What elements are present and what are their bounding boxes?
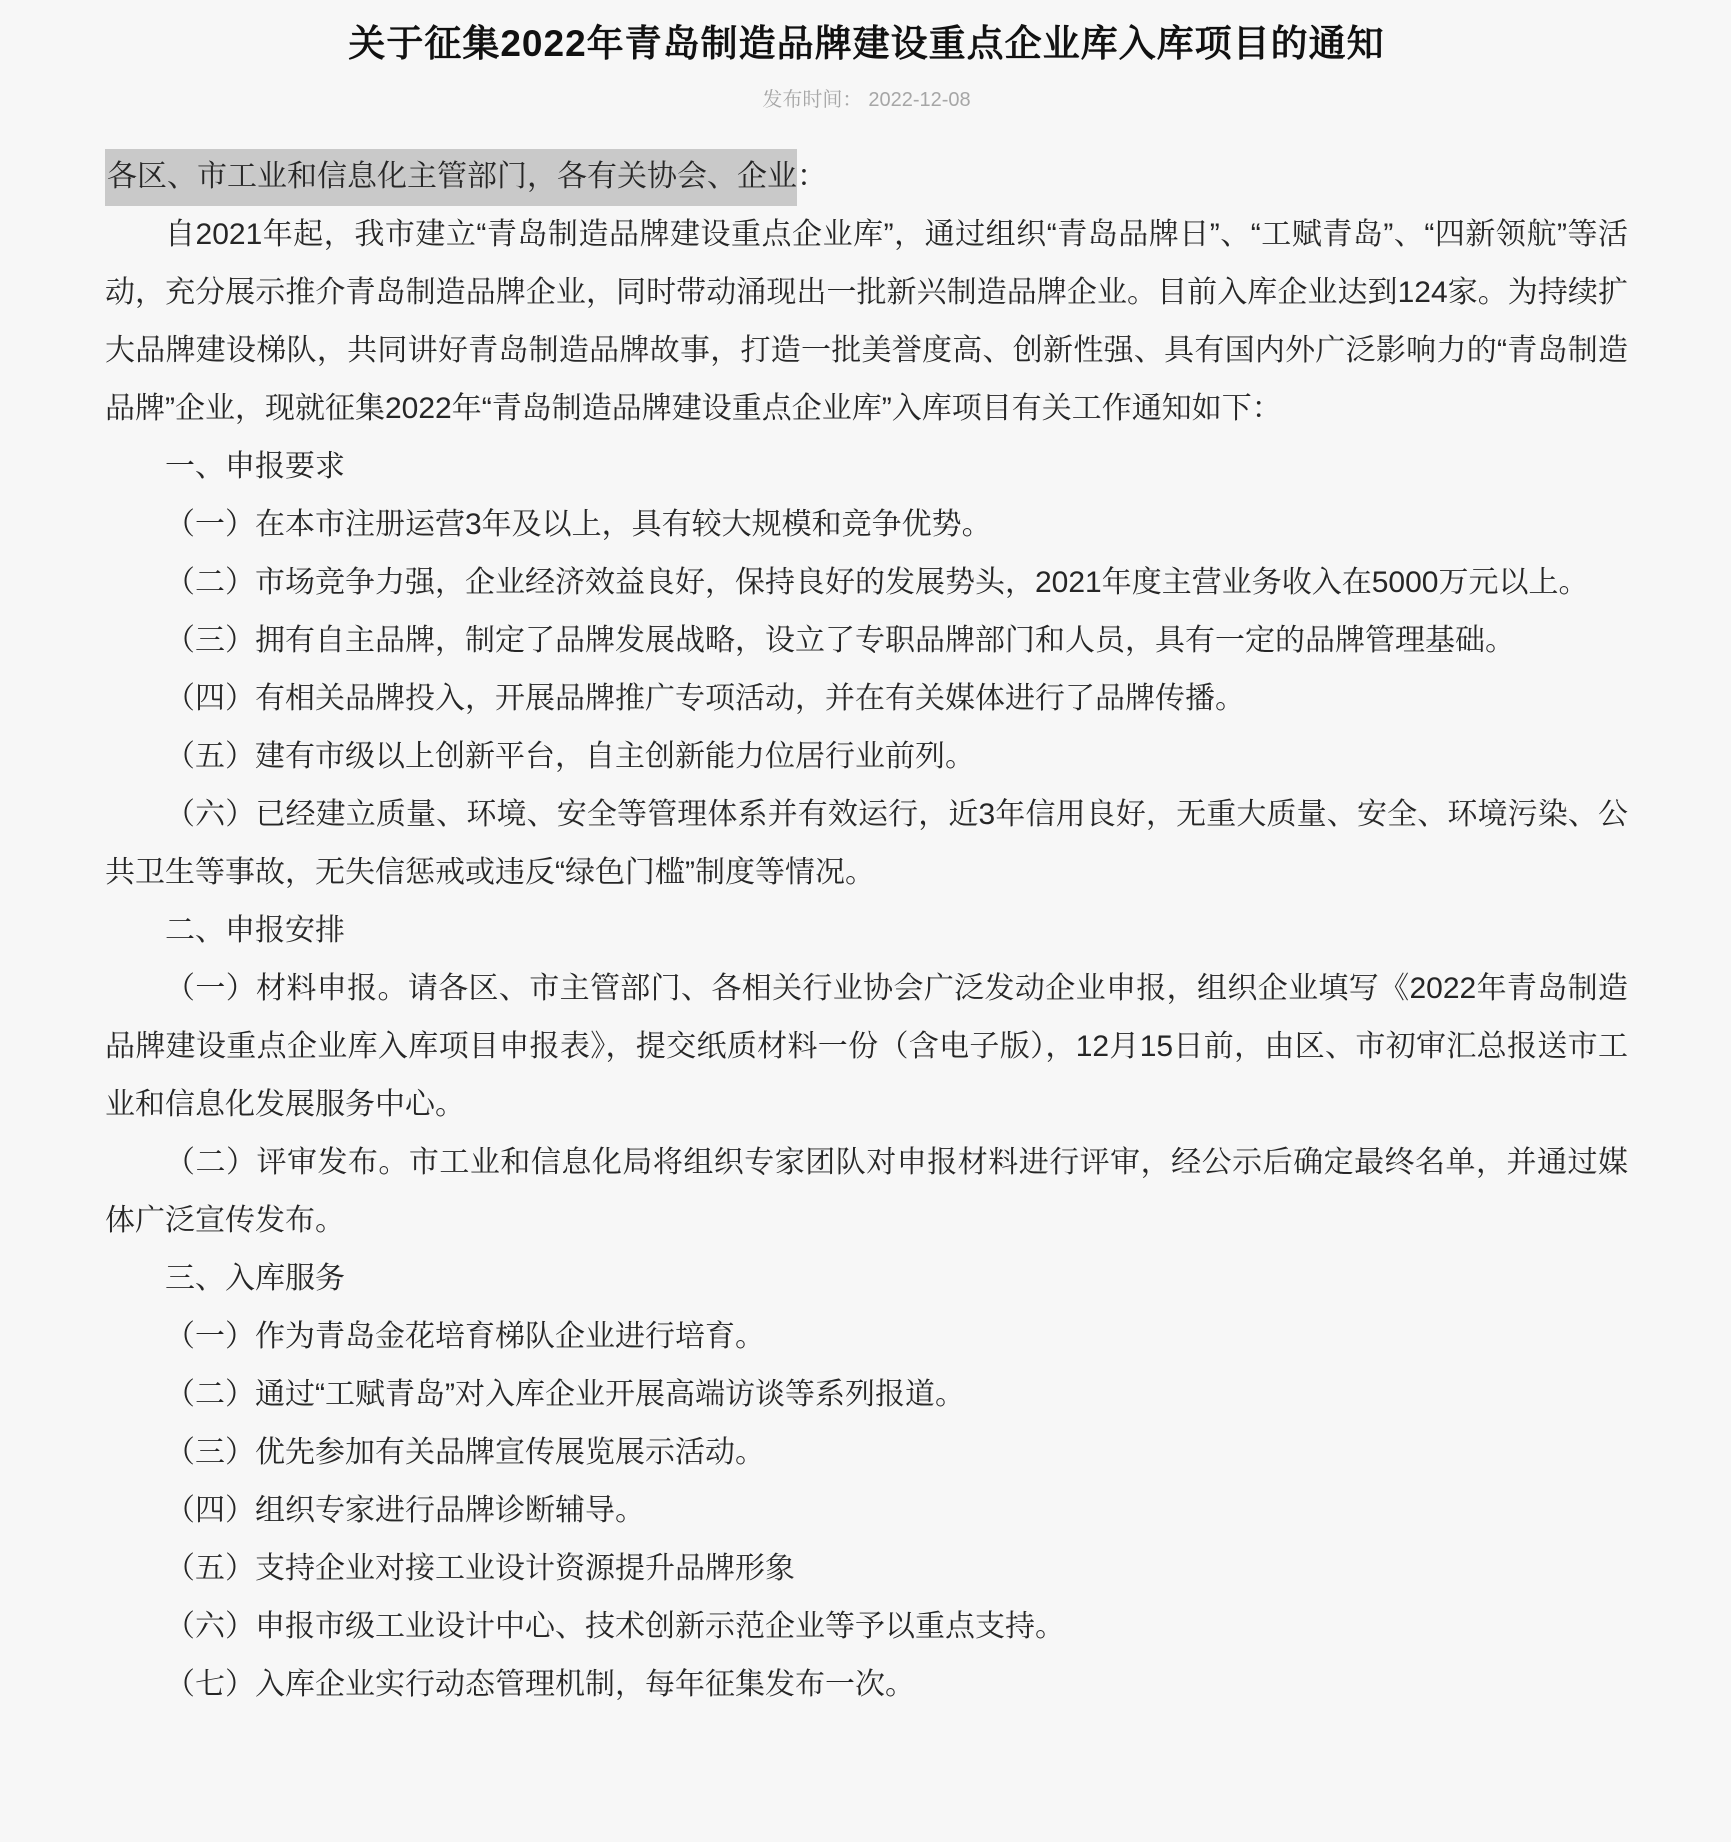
- document-body: [105, 148, 1628, 1714]
- section-heading: 二、申报安排: [165, 914, 345, 947]
- paragraph: （二）通过“工赋青岛”对入库企业开展高端访谈等系列报道。: [165, 1378, 965, 1411]
- paragraph: （三）拥有自主品牌，制定了品牌发展战略，设立了专职品牌部门和人员，具有一定的品牌管理基础。: [165, 624, 1515, 657]
- paragraph: （七）入库企业实行动态管理机制，每年征集发布一次。: [165, 1668, 915, 1701]
- publish-time-line: [105, 88, 1628, 112]
- salutation-line: [105, 148, 1628, 206]
- paragraph: （四）有相关品牌投入，开展品牌推广专项活动，并在有关媒体进行了品牌传播。: [165, 682, 1245, 715]
- paragraph: （一）材料申报。请各区、市主管部门、各相关行业协会广泛发动企业申报，组织企业填写《2022年青岛制造品牌建设重点企业库入库项目申报表》，提交纸质材料一份（含电子版），12月15日前，由区、市初审汇总报送市工业和信息化发展服务中心。: [105, 972, 1628, 1121]
- page-title: 关于征集2022年青岛制造品牌建设重点企业库入库项目的通知: [348, 23, 1385, 64]
- paragraph: （四）组织专家进行品牌诊断辅导。: [165, 1494, 645, 1527]
- paragraph: （一）在本市注册运营3年及以上，具有较大规模和竞争优势。: [165, 508, 992, 541]
- publish-time-label: 发布时间：: [762, 89, 863, 111]
- paragraph: （六）已经建立质量、环境、安全等管理体系并有效运行，近3年信用良好，无重大质量、安全、环境污染、公共卫生等事故，无失信惩戒或违反“绿色门槛”制度等情况。: [105, 798, 1628, 889]
- paragraph: （二）评审发布。市工业和信息化局将组织专家团队对申报材料进行评审，经公示后确定最终名单，并通过媒体广泛宣传发布。: [105, 1146, 1628, 1237]
- selected-salutation-text: 各区、市工业和信息化主管部门，各有关协会、企业: [105, 149, 797, 206]
- salutation-colon: ：: [797, 160, 827, 193]
- paragraph: 自2021年起，我市建立“青岛制造品牌建设重点企业库”，通过组织“青岛品牌日”、“工赋青岛”、“四新领航”等活动，充分展示推介青岛制造品牌企业，同时带动涌现出一批新兴制造品牌企业。目前入库企业达到124家。为持续扩大品牌建设梯队，共同讲好青岛制造品牌故事，打造一批美誉度高、创新性强、具有国内外广泛影响力的“青岛制造品牌”企业，现就征集2022年“青岛制造品牌建设重点企业库”入库项目有关工作通知如下：: [105, 218, 1628, 425]
- paragraph: （五）建有市级以上创新平台，自主创新能力位居行业前列。: [165, 740, 975, 773]
- publish-time-value: 2022-12-08: [868, 89, 971, 111]
- section-heading: 一、申报要求: [165, 450, 345, 483]
- section-heading: 三、入库服务: [165, 1262, 345, 1295]
- paragraph: （六）申报市级工业设计中心、技术创新示范企业等予以重点支持。: [165, 1610, 1065, 1643]
- paragraph: （三）优先参加有关品牌宣传展览展示活动。: [165, 1436, 765, 1469]
- paragraph: （二）市场竞争力强，企业经济效益良好，保持良好的发展势头，2021年度主营业务收入在5000万元以上。: [165, 566, 1589, 599]
- paragraph-list: [105, 206, 1628, 1714]
- paragraph: （五）支持企业对接工业设计资源提升品牌形象: [165, 1552, 795, 1585]
- paragraph: （一）作为青岛金花培育梯队企业进行培育。: [165, 1320, 765, 1353]
